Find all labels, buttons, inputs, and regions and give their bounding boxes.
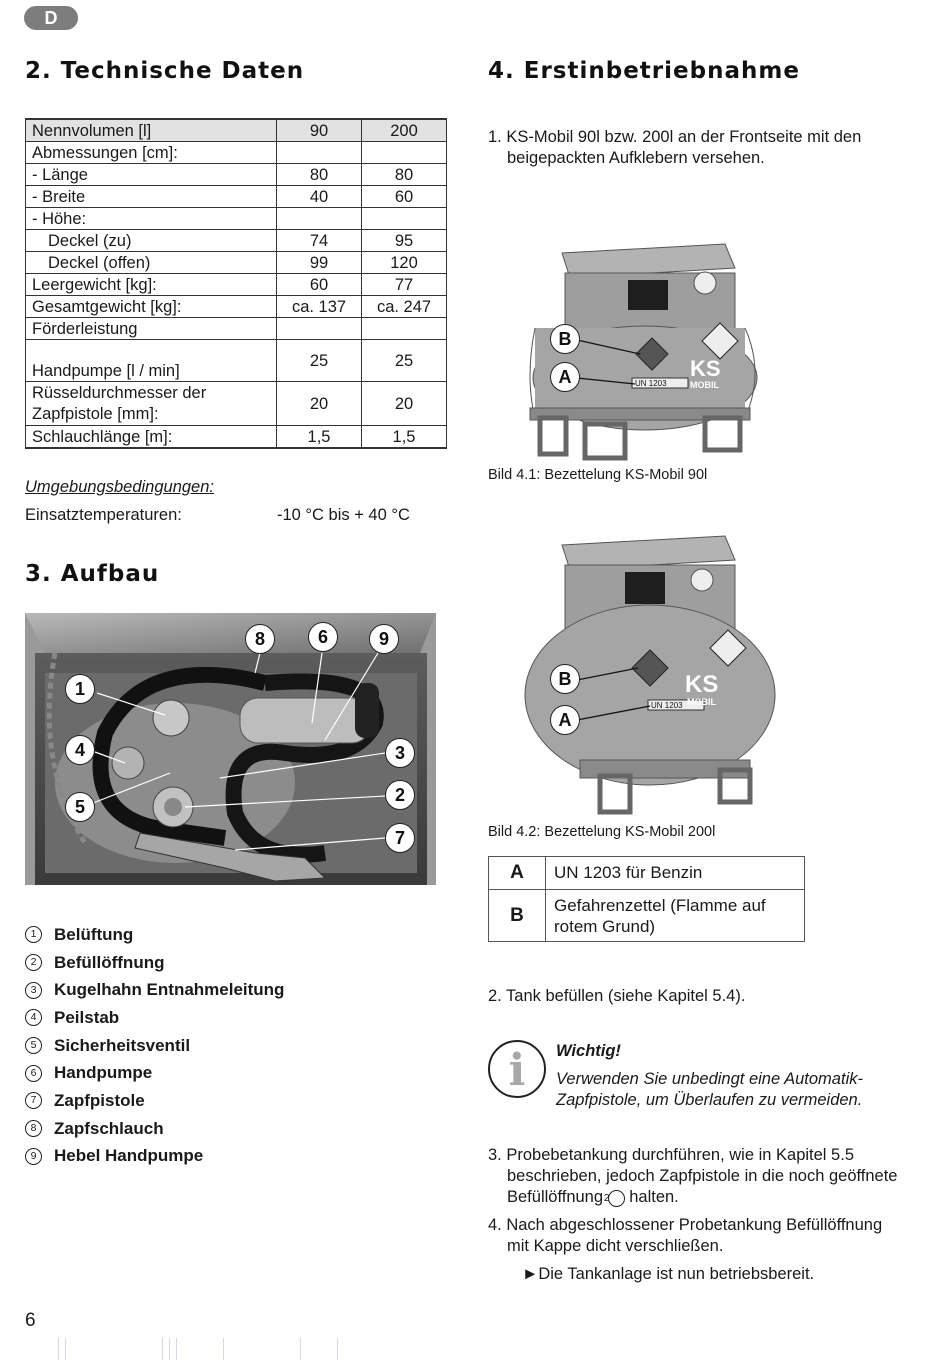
tank-90l-label-a: A (550, 362, 580, 392)
tank-200l-figure (520, 530, 780, 820)
legend-label: Handpumpe (54, 1063, 153, 1083)
legend-item (25, 1143, 445, 1171)
tech-table-value-90l: 1,5 (277, 426, 362, 449)
tech-table-label: Rüsseldurchmesser der Zapfpistole [mm]: (26, 382, 277, 426)
tech-table-row (26, 340, 447, 382)
tech-table-label: Nennvolumen [l] (26, 119, 277, 142)
figure-4-1-caption: Bild 4.1: Bezettelung KS-Mobil 90l (488, 467, 708, 483)
tech-table-label: Handpumpe [l / min] (26, 340, 277, 382)
legend-item (25, 1032, 445, 1060)
photo-label-6: 6 (308, 622, 338, 652)
photo-label-5: 5 (65, 792, 95, 822)
legend-label: Zapfschlauch (54, 1118, 164, 1138)
tech-table-value-90l (277, 208, 362, 230)
important-title: Wichtig! (556, 1042, 621, 1060)
legend-label: Belüftung (54, 924, 134, 944)
tank-200l-label-b: B (550, 664, 580, 694)
environment-label: Einsatztemperaturen: (25, 506, 182, 524)
label-key-row (489, 857, 805, 890)
tech-table-label: - Höhe: (26, 208, 277, 230)
label-key-table (488, 856, 805, 942)
step-3-ref: 2 (608, 1190, 625, 1207)
legend-label: Peilstab (54, 1007, 120, 1027)
tech-table-value-200l: ca. 247 (362, 296, 447, 318)
tank-90l-label-b: B (550, 324, 580, 354)
technical-data-table (25, 118, 447, 449)
legend-number: 8 (25, 1120, 42, 1137)
tech-table-value-90l (277, 318, 362, 340)
legend-number: 6 (25, 1065, 42, 1082)
tech-table-value-200l: 20 (362, 382, 447, 426)
tank-200l-mobil-text: MOBIL (687, 697, 716, 707)
photo-label-9: 9 (369, 624, 399, 654)
result-text: Die Tankanlage ist nun betriebsbereit. (538, 1265, 815, 1283)
tank-200l-label-a: A (550, 705, 580, 735)
tech-table-row (26, 230, 447, 252)
tech-table-label: Gesamtgewicht [kg]: (26, 296, 277, 318)
important-text: Verwenden Sie unbedingt eine Automatik-Zapfpistole, um Überlaufen zu vermeiden. (556, 1070, 863, 1109)
tech-table-value-90l: 90 (277, 119, 362, 142)
photo-label-8: 8 (245, 624, 275, 654)
environment-heading: Umgebungsbedingungen: (25, 478, 214, 496)
legend-label: Befüllöffnung (54, 952, 165, 972)
tech-table-row (26, 318, 447, 340)
tech-table-row (26, 252, 447, 274)
tech-table-row (26, 426, 447, 449)
tech-table-value-200l: 80 (362, 164, 447, 186)
label-key-row (489, 890, 805, 942)
tech-table-value-200l (362, 208, 447, 230)
tech-table-value-90l: 40 (277, 186, 362, 208)
page-number: 6 (25, 1310, 36, 1331)
step-2-text: 2. Tank befüllen (siehe Kapitel 5.4). (488, 987, 746, 1005)
tech-table-value-200l: 200 (362, 119, 447, 142)
tech-table-value-200l (362, 142, 447, 164)
tech-table-label: Förderleistung (26, 318, 277, 340)
photo-label-3: 3 (385, 738, 415, 768)
step-1-text: 1. KS-Mobil 90l bzw. 200l an der Frontseite mit den beigepackten Aufklebern versehen. (488, 128, 862, 167)
label-key: A (489, 857, 546, 890)
legend-label: Sicherheitsventil (54, 1035, 191, 1055)
tech-table-row (26, 382, 447, 426)
tech-table-value-200l: 60 (362, 186, 447, 208)
step-4-text: 4. Nach abgeschlossener Probetankung Befüllöffnung mit Kappe dicht verschließen. (488, 1216, 883, 1255)
environment-value: -10 °C bis + 40 °C (277, 506, 410, 524)
tech-table-label: Abmessungen [cm]: (26, 142, 277, 164)
tank-90l-un-text: UN 1203 (635, 379, 667, 388)
step-3-text (488, 1145, 927, 1208)
photo-label-7: 7 (385, 823, 415, 853)
legend-number: 5 (25, 1037, 42, 1054)
legend-number: 2 (25, 954, 42, 971)
label-description: Gefahrenzettel (Flamme auf rotem Grund) (546, 890, 805, 942)
legend-label: Hebel Handpumpe (54, 1146, 204, 1166)
tech-table-label: Deckel (zu) (26, 230, 277, 252)
tech-table-row (26, 274, 447, 296)
tech-table-value-90l: 60 (277, 274, 362, 296)
tech-table-row (26, 296, 447, 318)
label-key: B (489, 890, 546, 942)
tech-table-value-90l: 80 (277, 164, 362, 186)
legend-number: 4 (25, 1009, 42, 1026)
tech-table-value-90l: 25 (277, 340, 362, 382)
tech-table-value-90l: ca. 137 (277, 296, 362, 318)
legend-number: 9 (25, 1148, 42, 1165)
legend-item (25, 1004, 445, 1032)
tank-90l-mobil-text: MOBIL (690, 380, 719, 390)
tech-table-label: Schlauchlänge [m]: (26, 426, 277, 449)
tech-table-value-90l: 74 (277, 230, 362, 252)
photo-label-2: 2 (385, 780, 415, 810)
info-icon (488, 1040, 546, 1098)
tech-table-value-200l: 1,5 (362, 426, 447, 449)
legend-number: 7 (25, 1092, 42, 1109)
legend-number: 3 (25, 982, 42, 999)
tech-table-row (26, 164, 447, 186)
tank-200l-ks-text: KS (685, 671, 719, 698)
legend-item (25, 1059, 445, 1087)
setup-photo (25, 613, 436, 885)
step-3-text-end: halten. (629, 1188, 679, 1206)
legend-item (25, 976, 445, 1004)
step-3-text-part: 3. Probebetankung durchführen, wie in Kapitel 5.5 beschrieben, jedoch Zapfpistole in die noch geöffnete Befüllöffnung (488, 1146, 898, 1206)
tech-table-label: - Länge (26, 164, 277, 186)
component-legend (25, 921, 445, 1170)
legend-item (25, 1115, 445, 1143)
tech-table-value-90l (277, 142, 362, 164)
legend-number: 1 (25, 926, 42, 943)
tech-table-value-90l: 99 (277, 252, 362, 274)
tech-table-row (26, 186, 447, 208)
tank-200l-un-text: UN 1203 (651, 701, 683, 710)
tech-table-row (26, 142, 447, 164)
tech-table-value-200l: 95 (362, 230, 447, 252)
legend-label: Zapfpistole (54, 1090, 145, 1110)
label-description: UN 1203 für Benzin (546, 857, 805, 890)
tech-table-value-200l (362, 318, 447, 340)
result-line (522, 1264, 814, 1285)
tech-table-row (26, 119, 447, 142)
tech-table-label: Leergewicht [kg]: (26, 274, 277, 296)
section-title-technical-data: 2. Technische Daten (25, 58, 305, 84)
legend-item (25, 921, 445, 949)
legend-label: Kugelhahn Entnahmeleitung (54, 980, 285, 1000)
tank-90l-figure (520, 238, 780, 463)
footer-decoration (58, 1338, 344, 1365)
legend-item (25, 1087, 445, 1115)
legend-item (25, 949, 445, 977)
tech-table-label: - Breite (26, 186, 277, 208)
figure-4-2-caption: Bild 4.2: Bezettelung KS-Mobil 200l (488, 824, 716, 840)
photo-label-4: 4 (65, 735, 95, 765)
tank-90l-ks-text: KS (690, 356, 721, 381)
photo-label-1: 1 (65, 674, 95, 704)
tech-table-value-200l: 25 (362, 340, 447, 382)
tech-table-value-90l: 20 (277, 382, 362, 426)
result-arrow-icon: ► (522, 1265, 539, 1283)
section-title-setup: 3. Aufbau (25, 561, 160, 587)
info-icon-glyph: i (508, 1045, 526, 1096)
section-title-commissioning: 4. Erstinbetriebnahme (488, 58, 800, 84)
tech-table-row (26, 208, 447, 230)
language-badge: D (24, 6, 78, 30)
tech-table-value-200l: 120 (362, 252, 447, 274)
tech-table-value-200l: 77 (362, 274, 447, 296)
tech-table-label: Deckel (offen) (26, 252, 277, 274)
